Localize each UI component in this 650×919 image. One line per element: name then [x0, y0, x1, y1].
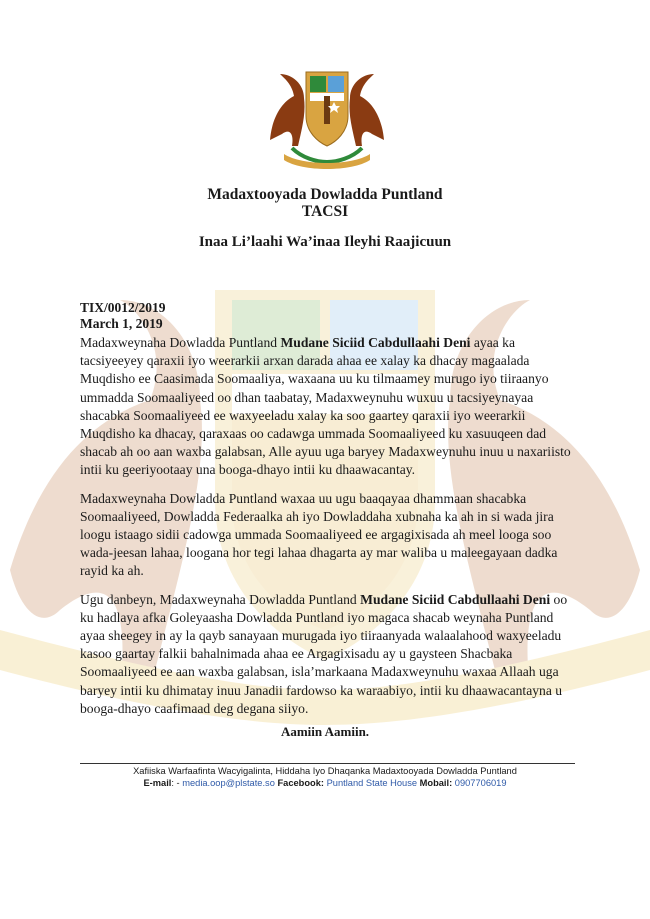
email-separator: : - — [171, 778, 183, 788]
paragraph-2 — [80, 490, 575, 581]
reference-block — [80, 300, 166, 332]
facebook-link[interactable]: Puntland State House — [326, 778, 418, 788]
paragraph-text: Ugu danbeyn, Madaxweynaha Dowladda Puntland — [80, 591, 361, 607]
document-date: March 1, 2019 — [80, 316, 163, 331]
mobile-label: Mobail — [419, 778, 450, 788]
facebook-label: Facebook — [277, 778, 321, 788]
document-type: TACSI — [301, 203, 349, 220]
email-label: E-mail — [143, 778, 172, 788]
footer-contacts: E-mail: - media.oop@plstate.so Facebook: Puntland State House Mobail: 0907706019 — [143, 778, 507, 788]
organization-title: Madaxtooyada Dowladda Puntland — [207, 186, 443, 203]
closing-phrase: Aamiin Aamiin. — [280, 724, 370, 739]
footer-divider — [80, 763, 575, 764]
paragraph-1 — [80, 334, 575, 480]
paragraph-3 — [80, 591, 575, 718]
puntland-coat-of-arms-icon — [262, 62, 392, 172]
footer-office: Xafiiska Warfaafinta Wacyigalinta, Hiddaha Iyo Dhaqanka Madaxtooyada Dowladda Puntland — [133, 766, 517, 776]
paragraph-text: oo ku hadlaya afka Goleyaasha Dowladda Puntland iyo magaca shacab weynaha Puntland ayaa sheegey in ay la qayb sanayaan murugada iyo tiiraanyada walaalahood waxyeeladu kasoo gaartay falkii bahalnimada ahaa ee Argagixisadu ay u gaysteen Shacbaka Soomaaliyeed ee aan waxba galabsan, isla’markaana Madaxweynuhu waxaa Allaah uga baryey intii ku dhimatay inuu Janadii fardowso ka waraabiyo, intii ku dhaawacantayna u booga-dhayo caafimaad deg degana siiyo. — [80, 591, 568, 716]
bold-name-text: Mudane Siciid Cabdullaahi Deni — [280, 335, 471, 350]
mobile-number[interactable]: 0907706019 — [454, 778, 507, 788]
paragraph-text: Madaxweynaha Dowladda Puntland — [80, 335, 281, 350]
bold-name-text: Mudane Siciid Cabdullaahi Deni — [360, 591, 551, 607]
reference-number: TIX/0012/2019 — [80, 300, 166, 315]
paragraph-text: Madaxweynaha Dowladda Puntland waxaa uu ugu baaqayaa dhammaan shacabka Soomaaliyeed, Dowladda Federaalka ah iyo Dowladdaha xubnaha ka ah in si wada jira loogu istaago sidii cadowga ummada Soomaaliyeed ee argagixisada ah meel looga soo wada-jeesan lahaa, loogana hor tegi lahaa dhagarta ay mar waliba u maleegayaan dadka rayid ka ah. — [80, 490, 558, 579]
paragraph-text: ayaa ka tacsiyeeyey qaraxii iyo weerarkii arxan darada ahaa ee xalay ka dhacay magaalada Muqdisho ee Caasimada Soomaaliya, waxaana uu ku tilmaamey murugo iyo tiiraanyo ummadda Soomaaliyeed oo dhan taabatay, Madaxweynuhu wuxuu u tacsiyeynayaa shacabka Soomaaliyeed ee waxyeeladu xalay ka soo gaartey qaraxii iyo weerarkii Muqdisho ka dhacay, qaraxaas oo cadawga ummada Soomaaliyeed ku xasuuqeen dad shacab ah oo aan waxba galabsan, Alle ayuu uga baryey Madaxweynuhu inuu u naxariisto intii ku geeriyootaay una booga-dhayo intii ku dhaawacantay. — [80, 335, 571, 478]
opening-phrase: Inaa Li’laahi Wa’inaa Ileyhi Raajicuun — [198, 234, 452, 250]
letter-body — [80, 334, 575, 728]
email-link[interactable]: media.oop@plstate.so — [182, 778, 275, 788]
